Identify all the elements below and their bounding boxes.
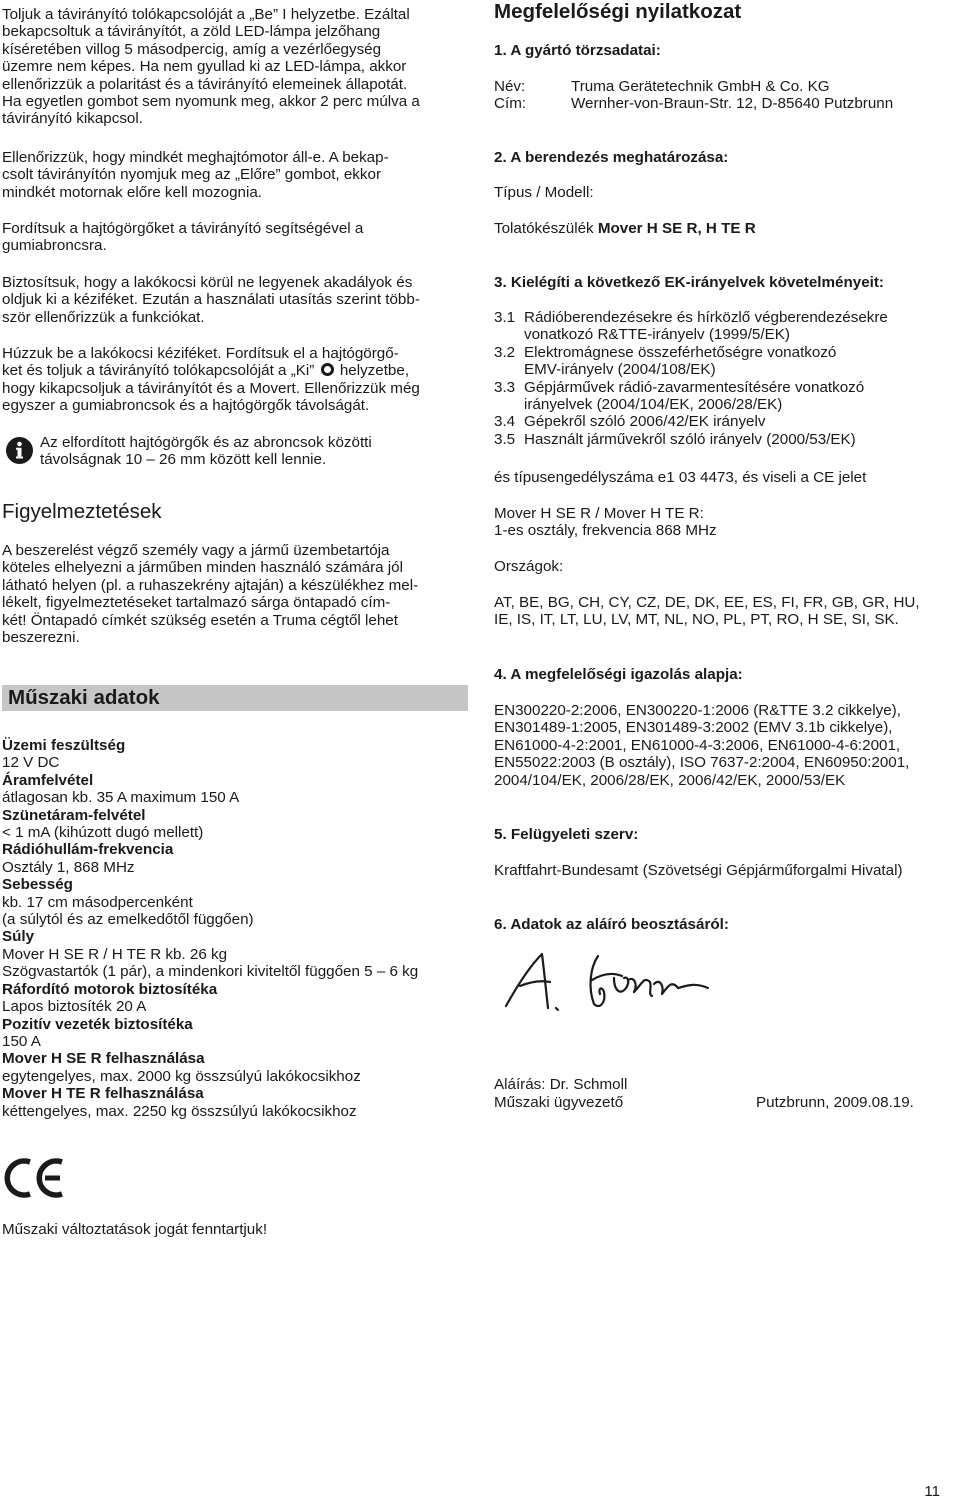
list-item: Gépjárművek rádió-zavarmentesítésére vonatkozó	[524, 378, 865, 396]
tech-label: Üzemi feszültség	[2, 737, 126, 754]
signature-image	[502, 948, 722, 1018]
tech-label: Súly	[2, 928, 35, 946]
tech-value: Lapos biztosíték 20 A	[2, 998, 147, 1016]
tech-label: Sebesség	[2, 876, 73, 894]
tech-label: Áramfelvétel	[2, 771, 94, 789]
list-item: Rádióberendezésekre és hírközlő végberendezésekre	[524, 309, 888, 326]
paragraph-rollers: Fordítsuk a hajtógörgőket a távirányító segítségével a gumiabroncsra.	[2, 220, 364, 255]
tech-value: átlagosan kb. 35 A maximum 150 A	[2, 789, 240, 807]
tech-value: Mover H SE R / H TE R kb. 26 kg	[2, 945, 228, 963]
tech-value: Osztály 1, 868 MHz	[2, 858, 135, 876]
list-item: vonatkozó R&TTE-irányelv (1999/5/EK)	[524, 326, 790, 344]
paragraph-handbrake: Húzzuk be a lakókocsi kéziféket. Fordítsuk el a hajtógörgő- ket és toljuk a távirányító tolókapcsolóját a „Ki” helyzetbe, hogy kikapcsoljuk a távirányítót és a Movert. Ellenőrizzük még egyszer a gumiabroncsok és a hajtógörgők távolságát.	[2, 345, 420, 415]
list-item: Használt járművekről szóló irányelv (2000/53/EK)	[524, 430, 856, 448]
info-icon	[6, 437, 33, 464]
list-item: Gépekről szóló 2006/42/EK irányelv	[524, 413, 766, 431]
signer-role: Műszaki ügyvezető	[494, 1094, 624, 1111]
device-model: Mover H SE R, H TE R	[597, 220, 756, 237]
standards-list: EN300220-2:2006, EN300220-1:2006 (R&TTE 3.2 cikkelye), EN301489-1:2005, EN301489-3:2002 (EMV 3.1b cikkelye), EN61000-4-2:2001, EN61000-4-3:2006, EN61000-4-6:2001, EN55022:2003 (B osztály), ISO 7637-2:2004, EN60950:2001, 2004/104/EK, 2006/28/EK, 2006/42/EK, 2000/53/EK	[494, 702, 910, 789]
tech-label: Mover H SE R felhasználása	[2, 1050, 205, 1068]
list-item: EMV-irányelv (2004/108/EK)	[524, 361, 716, 379]
section-1-title: 1. A gyártó törzsadatai:	[494, 42, 661, 59]
tech-label: Pozitív vezeték biztosítéka	[2, 1015, 193, 1033]
name-label: Név:	[494, 78, 526, 95]
paragraph-switch-on: Toljuk a távirányító tolókapcsolóját a „Be” I helyzetbe. Ezáltal bekapcsoltuk a távirányítót, a zöld LED-lámpa jelzőhang kíséretében villog 5 másodpercig, amíg a vezérlőegység üzemre nem képes. Ha nem gyullad ki az LED-lámpa, akkor ellenőrizzük a polaritást és a távirányító elemeinek állapotát. Ha egyetlen gombot sem nyomunk meg, akkor 2 perc múlva a távirányító kikapcsol.	[2, 6, 420, 128]
ce-mark-logo	[4, 1156, 66, 1200]
footnote: Műszaki változtatások jogát fenntartjuk!	[2, 1221, 268, 1238]
signer-name: Aláírás: Dr. Schmoll	[494, 1076, 628, 1093]
tech-value: kb. 17 cm másodpercenként	[2, 893, 193, 911]
type-approval: és típusengedélyszáma e1 03 4473, és viseli a CE jelet	[494, 469, 867, 486]
tech-value: (a súlytól és az emelkedőtől függően)	[2, 911, 254, 929]
tech-value: Szögvastartók (1 pár), a mindenkori kiviteltől függően 5 – 6 kg	[2, 963, 419, 981]
tech-label: Ráfordító motorok biztosítéka	[2, 980, 218, 998]
countries-label: Országok:	[494, 558, 564, 575]
tech-value: 12 V DC	[2, 754, 60, 772]
page-number: 11	[924, 1483, 940, 1497]
place-date: Putzbrunn, 2009.08.19.	[756, 1094, 914, 1111]
tech-value: 150 A	[2, 1032, 41, 1050]
declaration-title: Megfelelőségi nyilatkozat	[494, 0, 742, 23]
authority: Kraftfahrt-Bundesamt (Szövetségi Gépjárműforgalmi Hivatal)	[494, 862, 903, 879]
section-6-title: 6. Adatok az aláíró beosztásáról:	[494, 916, 729, 933]
address-label: Cím:	[494, 95, 527, 112]
address-value: Wernher-von-Braun-Str. 12, D-85640 Putzbrunn	[571, 95, 894, 112]
tech-value: kéttengelyes, max. 2250 kg összsúlyú lakókocsikhoz	[2, 1102, 357, 1120]
warnings-text: A beszerelést végző személy vagy a jármű üzembetartója köteles elhelyezni a járműben minden használó számára jól látható helyen (pl. a ruhaszekrény ajtaján) a készülékhez mel- lékelt, figyelmeztetéseket tartalmazó sárga öntapadó cím- két! Öntapadó címkét szükség esetén a Truma cégtől lehet beszerezni.	[2, 542, 419, 647]
section-2-title: 2. A berendezés meghatározása:	[494, 149, 729, 166]
section-5-title: 5. Felügyeleti szerv:	[494, 826, 639, 843]
tech-label: Rádióhullám-frekvencia	[2, 841, 174, 859]
off-position-icon	[321, 363, 334, 376]
type-model-label: Típus / Modell:	[494, 184, 594, 201]
section-3-title: 3. Kielégíti a következő EK-irányelvek követelményeit:	[494, 274, 884, 291]
paragraph-motor-check: Ellenőrizzük, hogy mindkét meghajtómotor áll-e. A bekap- csolt távirányítón nyomjuk meg az „Előre” gombot, ekkor mindkét motornak előre kell mozognia.	[2, 149, 389, 201]
paragraph-obstacles: Biztosítsuk, hogy a lakókocsi körül ne legyenek akadályok és oldjuk ki a kéziféket. Ezután a használati utasítás szerint több- ször ellenőrizzük a funkciókat.	[2, 274, 420, 326]
name-value: Truma Gerätetechnik GmbH & Co. KG	[571, 78, 830, 95]
section-4-title: 4. A megfelelőségi igazolás alapja:	[494, 666, 743, 683]
tech-data-heading: Műszaki adatok	[8, 686, 160, 709]
tech-value: < 1 mA (kihúzott dugó mellett)	[2, 824, 204, 842]
countries-list: AT, BE, BG, CH, CY, CZ, DE, DK, EE, ES, FI, FR, GB, GR, HU, IE, IS, IT, LT, LU, LV, MT, NL, NO, PL, PT, RO, H SE, SI, SK.	[494, 594, 920, 629]
list-item: irányelvek (2004/104/EK, 2006/28/EK)	[524, 396, 783, 413]
tech-data-heading-band	[2, 685, 468, 711]
tech-label: Szünetáram-felvétel	[2, 806, 146, 824]
tech-data-list	[2, 737, 474, 1120]
tech-value: egytengelyes, max. 2000 kg összsúlyú lakókocsikhoz	[2, 1067, 361, 1085]
device-line: Tolatókészülék Mover H SE R, H TE R	[494, 220, 756, 237]
tech-label: Mover H TE R felhasználása	[2, 1085, 204, 1103]
warnings-heading: Figyelmeztetések	[2, 500, 162, 523]
list-item: Elektromágnese összeférhetőségre vonatkozó	[524, 343, 837, 361]
mover-frequency: Mover H SE R / Mover H TE R: 1-es osztály, frekvencia 868 MHz	[494, 505, 717, 540]
info-note: Az elfordított hajtógörgők és az abroncsok közötti távolságnak 10 – 26 mm között kell lennie.	[40, 434, 372, 469]
